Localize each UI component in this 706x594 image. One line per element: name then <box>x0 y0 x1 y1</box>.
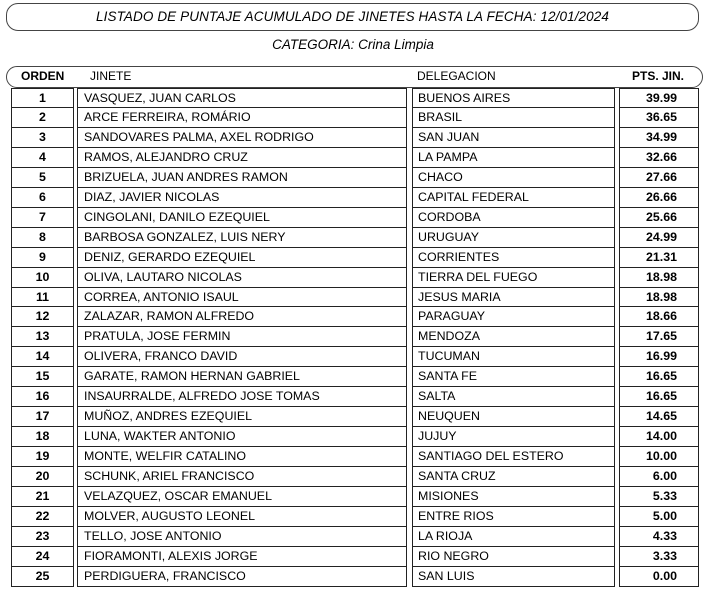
cell-jinete: CINGOLANI, DANILO EZEQUIEL <box>77 208 407 228</box>
cell-orden: 19 <box>11 447 74 467</box>
cell-pts: 10.00 <box>619 447 699 467</box>
table-row <box>0 507 706 527</box>
cell-pts: 18.98 <box>619 288 699 308</box>
cell-jinete: OLIVA, LAUTARO NICOLAS <box>77 268 407 288</box>
cell-orden: 4 <box>11 148 74 168</box>
cell-delegacion: SAN JUAN <box>412 128 615 148</box>
cell-pts: 18.66 <box>619 307 699 327</box>
cell-delegacion: MISIONES <box>412 487 615 507</box>
table-row <box>0 288 706 308</box>
cell-pts: 16.99 <box>619 347 699 367</box>
cell-delegacion: URUGUAY <box>412 228 615 248</box>
cell-delegacion: RIO NEGRO <box>412 547 615 567</box>
cell-delegacion: SAN LUIS <box>412 567 615 587</box>
cell-pts: 18.98 <box>619 268 699 288</box>
cell-jinete: BARBOSA GONZALEZ, LUIS NERY <box>77 228 407 248</box>
cell-orden: 9 <box>11 248 74 268</box>
cell-pts: 16.65 <box>619 367 699 387</box>
header-pts: PTS. JIN. <box>632 69 685 83</box>
cell-pts: 26.66 <box>619 188 699 208</box>
cell-orden: 18 <box>11 427 74 447</box>
cell-pts: 6.00 <box>619 467 699 487</box>
cell-pts: 34.99 <box>619 128 699 148</box>
cell-delegacion: PARAGUAY <box>412 307 615 327</box>
cell-orden: 11 <box>11 288 74 308</box>
cell-delegacion: NEUQUEN <box>412 407 615 427</box>
cell-orden: 17 <box>11 407 74 427</box>
cell-orden: 8 <box>11 228 74 248</box>
table-header <box>6 66 703 88</box>
table-row <box>0 547 706 567</box>
cell-delegacion: CORRIENTES <box>412 248 615 268</box>
header-jinete: JINETE <box>90 69 132 83</box>
cell-jinete: OLIVERA, FRANCO DAVID <box>77 347 407 367</box>
table-row <box>0 307 706 327</box>
cell-pts: 5.33 <box>619 487 699 507</box>
category-label: CATEGORIA: Crina Limpia <box>272 37 434 52</box>
table-row <box>0 367 706 387</box>
cell-jinete: ZALAZAR, RAMON ALFREDO <box>77 307 407 327</box>
cell-jinete: VASQUEZ, JUAN CARLOS <box>77 88 407 108</box>
table-row <box>0 148 706 168</box>
cell-jinete: INSAURRALDE, ALFREDO JOSE TOMAS <box>77 387 407 407</box>
table-row <box>0 88 706 108</box>
table-row <box>0 387 706 407</box>
header-delegacion: DELEGACION <box>417 69 496 83</box>
cell-orden: 7 <box>11 208 74 228</box>
table-row <box>0 527 706 547</box>
cell-jinete: MONTE, WELFIR CATALINO <box>77 447 407 467</box>
cell-pts: 21.31 <box>619 248 699 268</box>
cell-pts: 36.65 <box>619 108 699 128</box>
table-row <box>0 327 706 347</box>
cell-orden: 3 <box>11 128 74 148</box>
cell-delegacion: SANTIAGO DEL ESTERO <box>412 447 615 467</box>
cell-delegacion: SALTA <box>412 387 615 407</box>
cell-jinete: LUNA, WAKTER ANTONIO <box>77 427 407 447</box>
cell-orden: 21 <box>11 487 74 507</box>
cell-orden: 25 <box>11 567 74 587</box>
cell-jinete: FIORAMONTI, ALEXIS JORGE <box>77 547 407 567</box>
table-row <box>0 188 706 208</box>
cell-pts: 0.00 <box>619 567 699 587</box>
table-row <box>0 108 706 128</box>
cell-delegacion: LA RIOJA <box>412 527 615 547</box>
cell-jinete: SCHUNK, ARIEL FRANCISCO <box>77 467 407 487</box>
table-row <box>0 487 706 507</box>
cell-orden: 22 <box>11 507 74 527</box>
table-row <box>0 268 706 288</box>
cell-pts: 14.65 <box>619 407 699 427</box>
table-row <box>0 168 706 188</box>
cell-delegacion: TIERRA DEL FUEGO <box>412 268 615 288</box>
table-row <box>0 347 706 367</box>
cell-delegacion: CHACO <box>412 168 615 188</box>
cell-orden: 14 <box>11 347 74 367</box>
cell-jinete: PERDIGUERA, FRANCISCO <box>77 567 407 587</box>
cell-orden: 13 <box>11 327 74 347</box>
cell-pts: 39.99 <box>619 88 699 108</box>
cell-delegacion: TUCUMAN <box>412 347 615 367</box>
cell-pts: 4.33 <box>619 527 699 547</box>
document-title: LISTADO DE PUNTAJE ACUMULADO DE JINETES HASTA LA FECHA: 12/01/2024 <box>6 3 699 31</box>
cell-pts: 14.00 <box>619 427 699 447</box>
cell-delegacion: JUJUY <box>412 427 615 447</box>
cell-delegacion: CAPITAL FEDERAL <box>412 188 615 208</box>
cell-jinete: VELAZQUEZ, OSCAR EMANUEL <box>77 487 407 507</box>
table-row <box>0 407 706 427</box>
cell-jinete: MUÑOZ, ANDRES EZEQUIEL <box>77 407 407 427</box>
ranking-table-body <box>0 88 706 587</box>
cell-delegacion: MENDOZA <box>412 327 615 347</box>
cell-jinete: SANDOVARES PALMA, AXEL RODRIGO <box>77 128 407 148</box>
cell-orden: 23 <box>11 527 74 547</box>
cell-orden: 6 <box>11 188 74 208</box>
cell-orden: 1 <box>11 88 74 108</box>
cell-delegacion: BUENOS AIRES <box>412 88 615 108</box>
cell-delegacion: BRASIL <box>412 108 615 128</box>
table-row <box>0 128 706 148</box>
cell-jinete: TELLO, JOSE ANTONIO <box>77 527 407 547</box>
table-row <box>0 447 706 467</box>
header-orden: ORDEN <box>21 69 65 83</box>
cell-orden: 10 <box>11 268 74 288</box>
cell-orden: 15 <box>11 367 74 387</box>
cell-orden: 24 <box>11 547 74 567</box>
cell-pts: 25.66 <box>619 208 699 228</box>
cell-jinete: PRATULA, JOSE FERMIN <box>77 327 407 347</box>
cell-delegacion: SANTA CRUZ <box>412 467 615 487</box>
table-row <box>0 208 706 228</box>
cell-jinete: RAMOS, ALEJANDRO CRUZ <box>77 148 407 168</box>
cell-pts: 3.33 <box>619 547 699 567</box>
cell-delegacion: CORDOBA <box>412 208 615 228</box>
cell-jinete: DIAZ, JAVIER NICOLAS <box>77 188 407 208</box>
cell-orden: 16 <box>11 387 74 407</box>
cell-pts: 24.99 <box>619 228 699 248</box>
cell-jinete: CORREA, ANTONIO ISAUL <box>77 288 407 308</box>
cell-pts: 17.65 <box>619 327 699 347</box>
cell-delegacion: SANTA FE <box>412 367 615 387</box>
cell-jinete: DENIZ, GERARDO EZEQUIEL <box>77 248 407 268</box>
cell-pts: 32.66 <box>619 148 699 168</box>
cell-orden: 5 <box>11 168 74 188</box>
cell-pts: 27.66 <box>619 168 699 188</box>
table-row <box>0 467 706 487</box>
cell-delegacion: JESUS MARIA <box>412 288 615 308</box>
cell-orden: 20 <box>11 467 74 487</box>
table-row <box>0 228 706 248</box>
cell-orden: 2 <box>11 108 74 128</box>
cell-delegacion: ENTRE RIOS <box>412 507 615 527</box>
cell-jinete: MOLVER, AUGUSTO LEONEL <box>77 507 407 527</box>
cell-jinete: ARCE FERREIRA, ROMÁRIO <box>77 108 407 128</box>
cell-jinete: BRIZUELA, JUAN ANDRES RAMON <box>77 168 407 188</box>
cell-delegacion: LA PAMPA <box>412 148 615 168</box>
cell-pts: 16.65 <box>619 387 699 407</box>
cell-pts: 5.00 <box>619 507 699 527</box>
table-row <box>0 567 706 587</box>
cell-orden: 12 <box>11 307 74 327</box>
cell-jinete: GARATE, RAMON HERNAN GABRIEL <box>77 367 407 387</box>
table-row <box>0 427 706 447</box>
table-row <box>0 248 706 268</box>
